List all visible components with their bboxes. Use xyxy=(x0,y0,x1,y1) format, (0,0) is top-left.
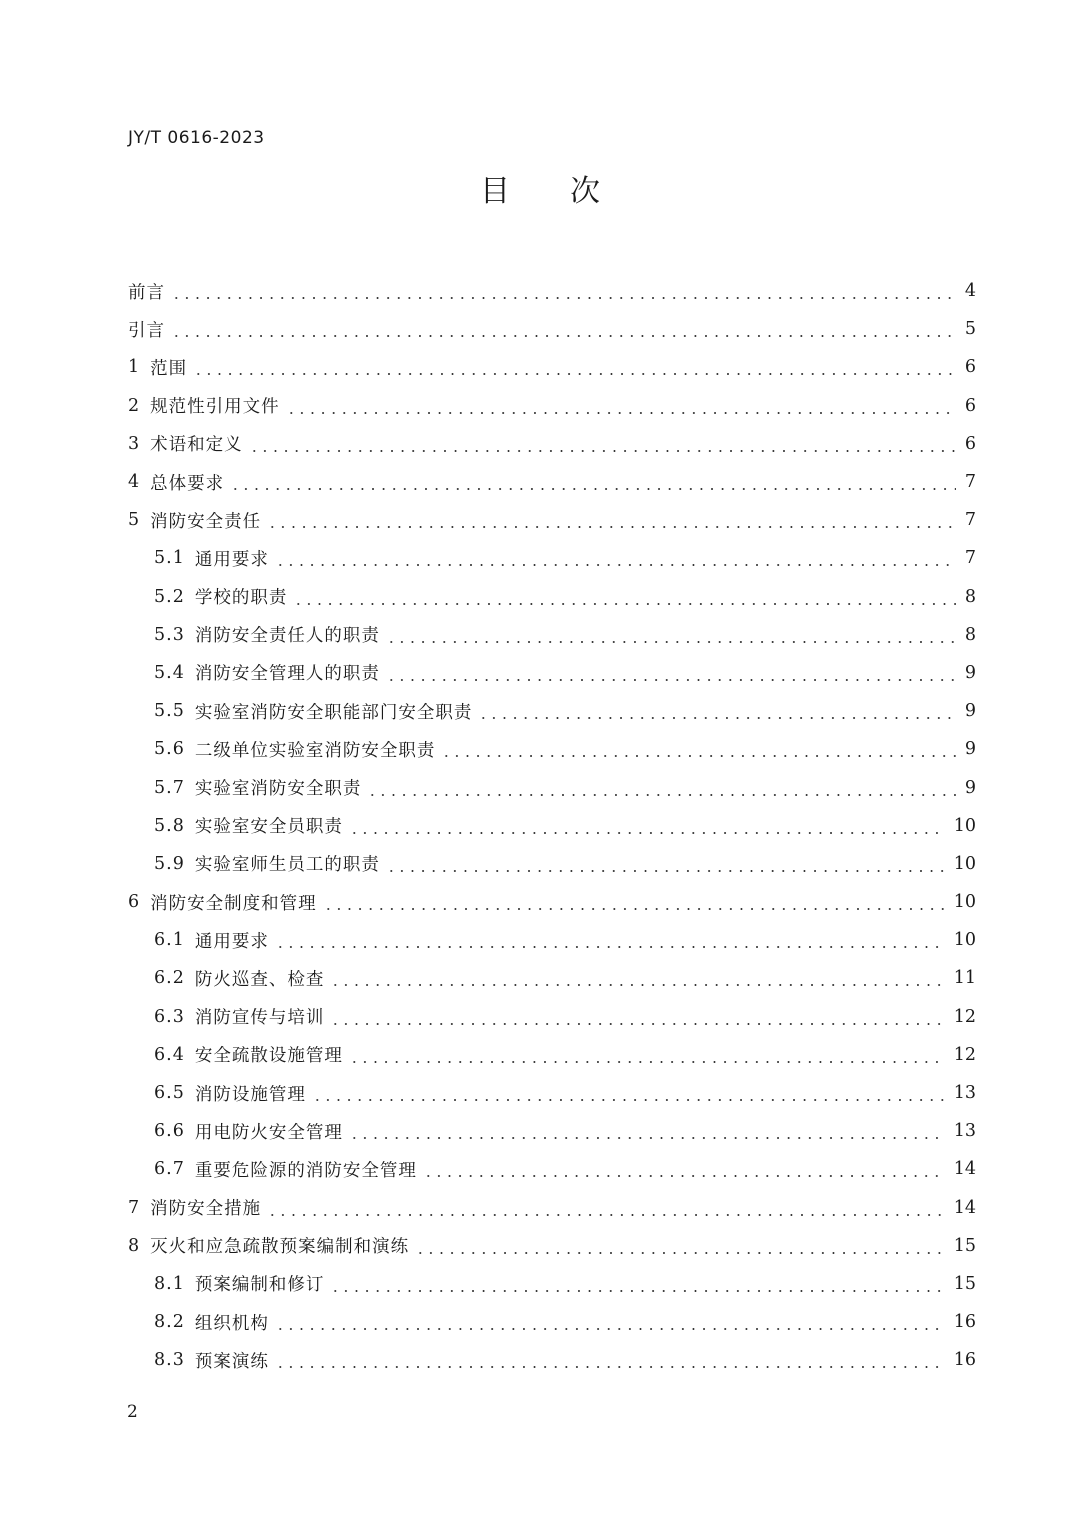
toc-entry-number: 2 xyxy=(128,395,141,416)
dot-leader xyxy=(193,373,956,375)
dot-leader xyxy=(275,1328,946,1330)
toc-entry-title: 实验室安全员职责 xyxy=(194,817,343,838)
toc-entry-number: 5.5 xyxy=(154,701,185,722)
toc-entry-number: 7 xyxy=(128,1197,141,1218)
toc-entry-page: 12 xyxy=(953,1006,976,1027)
dot-leader xyxy=(286,412,956,414)
dot-leader xyxy=(423,1175,946,1177)
toc-entry-number: 3 xyxy=(128,433,141,454)
toc-entry-number: 5 xyxy=(128,510,141,531)
toc-entry[interactable] xyxy=(128,1112,976,1150)
dot-leader xyxy=(330,1290,945,1292)
toc-entry-page: 4 xyxy=(964,281,976,302)
toc-entry-title: 规范性引用文件 xyxy=(150,397,280,418)
toc-entry[interactable] xyxy=(128,883,976,921)
dot-leader xyxy=(386,870,946,872)
toc-entry-title: 二级单位实验室消防安全职责 xyxy=(194,740,436,761)
toc-title-char-1: 目 xyxy=(480,174,510,209)
toc-entry-title: 实验室师生员工的职责 xyxy=(194,855,380,876)
toc-entry[interactable] xyxy=(128,1341,976,1379)
toc-entry-page: 12 xyxy=(953,1044,976,1065)
toc-entry-page: 10 xyxy=(953,853,976,874)
dot-leader xyxy=(275,1366,946,1368)
dot-leader xyxy=(415,1252,946,1254)
dot-leader xyxy=(275,564,956,566)
dot-leader xyxy=(386,679,956,681)
dot-leader xyxy=(293,603,956,605)
toc-entry-number: 4 xyxy=(128,472,141,493)
dot-leader xyxy=(349,1137,946,1139)
toc-entry-number: 6.4 xyxy=(154,1044,185,1065)
toc-entry-title: 范围 xyxy=(150,358,188,379)
toc-entry-title: 安全疏散设施管理 xyxy=(194,1046,343,1067)
toc-entry-page: 13 xyxy=(953,1121,976,1142)
toc-entry-number: 8.1 xyxy=(154,1273,185,1294)
dot-leader xyxy=(367,794,956,796)
toc-entry-page: 6 xyxy=(964,357,976,378)
toc-entry[interactable] xyxy=(128,272,976,310)
toc-entry-title: 防火巡查、检查 xyxy=(194,969,325,990)
toc-entry-number: 5.6 xyxy=(154,739,185,760)
toc-entry-number: 8.3 xyxy=(154,1350,185,1371)
toc-entry-page: 10 xyxy=(953,892,976,913)
toc-entry-number: 5.7 xyxy=(154,777,185,798)
toc-entry-page: 14 xyxy=(953,1159,976,1180)
toc-entry-page: 9 xyxy=(964,701,976,722)
toc-entry-title: 消防安全责任人的职责 xyxy=(194,626,380,647)
dot-leader xyxy=(171,335,956,337)
standard-code: JY/T 0616-2023 xyxy=(128,128,265,148)
toc-entry-title: 前言 xyxy=(128,282,165,303)
toc-entry[interactable] xyxy=(128,501,976,539)
toc-entry-title: 预案编制和修订 xyxy=(194,1275,325,1296)
toc-entry-page: 10 xyxy=(953,815,976,836)
dot-leader xyxy=(349,832,946,834)
toc-entry[interactable] xyxy=(128,1036,976,1074)
toc-entry-title: 学校的职责 xyxy=(194,588,288,609)
toc-entry[interactable] xyxy=(128,807,976,845)
toc-title xyxy=(0,172,1080,212)
toc-entry[interactable] xyxy=(128,387,976,425)
toc-entry-page: 8 xyxy=(964,586,976,607)
toc-entry-page: 13 xyxy=(953,1083,976,1104)
toc-entry-number: 5.8 xyxy=(154,815,185,836)
toc-entry[interactable] xyxy=(128,998,976,1036)
toc-entry[interactable] xyxy=(128,310,976,348)
toc-entry-page: 8 xyxy=(964,624,976,645)
toc-entry-number: 5.3 xyxy=(154,624,185,645)
toc-entry-page: 11 xyxy=(953,968,976,989)
toc-entry[interactable] xyxy=(128,730,976,768)
toc-entry[interactable] xyxy=(128,1303,976,1341)
toc-entry[interactable] xyxy=(128,578,976,616)
toc-entry[interactable] xyxy=(128,959,976,997)
dot-leader xyxy=(312,1099,946,1101)
toc-entry[interactable] xyxy=(128,845,976,883)
toc-entry[interactable] xyxy=(128,1074,976,1112)
toc-entry[interactable] xyxy=(128,654,976,692)
toc-entry-page: 6 xyxy=(964,395,976,416)
toc-entry[interactable] xyxy=(128,768,976,806)
toc-entry[interactable] xyxy=(128,1227,976,1265)
toc-entry-number: 6.2 xyxy=(154,968,185,989)
toc-entry[interactable] xyxy=(128,921,976,959)
toc-entry-number: 6.1 xyxy=(154,930,185,951)
dot-leader xyxy=(349,1061,946,1063)
toc-entry-title: 实验室消防安全职责 xyxy=(194,779,362,800)
dot-leader xyxy=(323,908,946,910)
toc-entry-title: 消防安全措施 xyxy=(150,1199,262,1220)
toc-entry-number: 8 xyxy=(128,1235,141,1256)
toc-entry-number: 6.6 xyxy=(154,1121,185,1142)
dot-leader xyxy=(386,641,956,643)
toc-entry-title: 引言 xyxy=(128,320,165,341)
dot-leader xyxy=(267,526,956,528)
toc-entry[interactable] xyxy=(128,692,976,730)
toc-entry[interactable] xyxy=(128,1265,976,1303)
toc-entry-number: 5.4 xyxy=(154,662,185,683)
toc-entry-number: 1 xyxy=(128,357,141,378)
toc-entry-title: 实验室消防安全职能部门安全职责 xyxy=(194,702,473,723)
toc-entry-number: 8.2 xyxy=(154,1312,185,1333)
toc-entry-page: 9 xyxy=(964,739,976,760)
toc-entry-number: 6.7 xyxy=(154,1159,185,1180)
toc-entry-page: 16 xyxy=(953,1312,976,1333)
toc-entry-page: 7 xyxy=(964,472,976,493)
dot-leader xyxy=(171,297,956,299)
toc-entry[interactable] xyxy=(128,348,976,386)
toc-entry-title: 消防设施管理 xyxy=(194,1084,306,1105)
toc-entry-title: 用电防火安全管理 xyxy=(194,1122,343,1143)
toc-entry-page: 9 xyxy=(964,662,976,683)
toc-entry[interactable] xyxy=(128,463,976,501)
dot-leader xyxy=(330,984,945,986)
toc-entry-number: 5.1 xyxy=(154,548,185,569)
toc-entry[interactable] xyxy=(128,616,976,654)
dot-leader xyxy=(230,488,956,490)
toc-entry-title: 重要危险源的消防安全管理 xyxy=(194,1160,417,1181)
dot-leader xyxy=(267,1214,946,1216)
toc-entry-page: 5 xyxy=(964,319,976,340)
toc-entry-title: 消防安全管理人的职责 xyxy=(194,664,380,685)
dot-leader xyxy=(249,450,956,452)
toc-entry-number: 6 xyxy=(128,892,141,913)
toc-entry-number: 5.9 xyxy=(154,853,185,874)
table-of-contents xyxy=(128,272,976,1379)
toc-entry-page: 6 xyxy=(964,433,976,454)
dot-leader xyxy=(330,1023,945,1025)
toc-entry-page: 10 xyxy=(953,930,976,951)
toc-entry-page: 9 xyxy=(964,777,976,798)
toc-entry-number: 6.3 xyxy=(154,1006,185,1027)
toc-entry-page: 14 xyxy=(953,1197,976,1218)
toc-entry-title: 消防宣传与培训 xyxy=(194,1008,325,1029)
toc-entry-title: 灭火和应急疏散预案编制和演练 xyxy=(150,1237,410,1258)
toc-entry-title: 预案演练 xyxy=(194,1351,269,1372)
toc-entry-title: 消防安全责任 xyxy=(150,511,262,532)
toc-entry-title: 通用要求 xyxy=(194,931,269,952)
page-number: 2 xyxy=(127,1402,138,1422)
toc-entry-page: 7 xyxy=(964,548,976,569)
toc-entry-title: 消防安全制度和管理 xyxy=(150,893,317,914)
toc-entry[interactable] xyxy=(128,1189,976,1227)
toc-entry-number: 5.2 xyxy=(154,586,185,607)
toc-entry-page: 7 xyxy=(964,510,976,531)
toc-entry-title: 总体要求 xyxy=(150,473,225,494)
toc-entry[interactable] xyxy=(128,1150,976,1188)
dot-leader xyxy=(441,755,956,757)
toc-entry-number: 6.5 xyxy=(154,1083,185,1104)
toc-entry-title: 术语和定义 xyxy=(150,435,243,456)
toc-entry-page: 15 xyxy=(953,1273,976,1294)
toc-entry-title: 通用要求 xyxy=(194,549,269,570)
toc-entry-page: 15 xyxy=(953,1235,976,1256)
toc-title-char-2: 次 xyxy=(570,174,600,209)
dot-leader xyxy=(275,946,946,948)
toc-entry-title: 组织机构 xyxy=(194,1313,269,1334)
toc-entry[interactable] xyxy=(128,539,976,577)
toc-entry[interactable] xyxy=(128,425,976,463)
toc-entry-page: 16 xyxy=(953,1350,976,1371)
dot-leader xyxy=(478,717,956,719)
